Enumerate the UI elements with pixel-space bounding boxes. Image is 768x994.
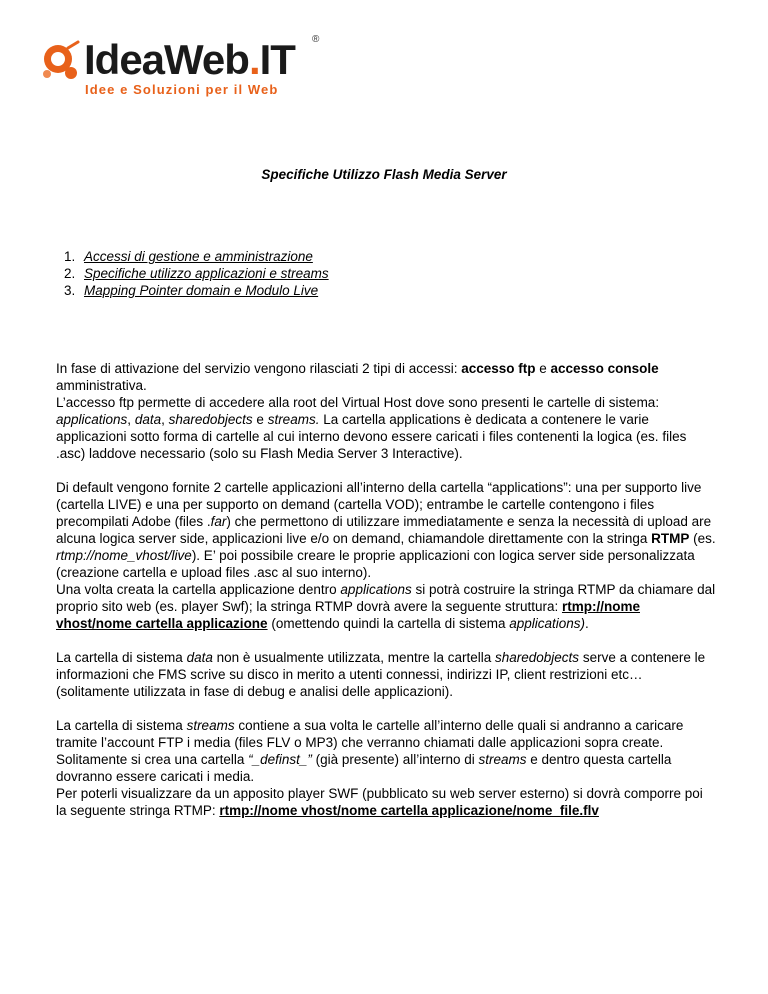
toc-item[interactable]: 2. Specifiche utilizzo applicazioni e streams [64,266,329,281]
toc-link[interactable]: Specifiche utilizzo applicazioni e streams [84,266,329,281]
toc-link[interactable]: Accessi di gestione e amministrazione [84,249,313,264]
paragraph-rtmp-structure: Una volta creata la cartella applicazione dentro applications si potrà costruire la stringa RTMP da chiamare dal proprio sito web (es. player Swf); la stringa RTMP dovrà avere la seguente struttura: rtmp://nome vhost/nome cartella applicazione (omettendo quindi la cartella di sistema applications). [56,582,716,631]
document-body [56,360,716,819]
paragraph-default-apps: Di default vengono fornite 2 cartelle applicazioni all’interno della cartella “applications”: una per supporto live (cartella LIVE) e una per supporto on demand (cartella VOD); entrambe le cartelle contengono i files precompilati Adobe (files .far) che permettono di utilizzare immediatamente e senza la necessità di upload are alcuna logica server side, applicazioni live e/o on demand, chiamandole direttamente con la stringa RTMP (es. rtmp://nome_vhost/live). E’ poi possibile creare le proprie applicazioni con logica server side personalizzata (creazione cartella e upload files .asc al suo interno). [56,480,716,580]
paragraph-streams: La cartella di sistema streams contiene a sua volta le cartelle all’interno delle quali si andranno a caricare tramite l’account FTP i media (files FLV o MP3) che verranno chiamati dalle applicazioni sopra create. Solitamente si crea una cartella “_definst_” (già presente) all’interno di streams e dentro questa cartella dovranno essere caricati i media. [56,718,684,784]
table-of-contents [64,248,329,299]
toc-link[interactable]: Mapping Pointer domain e Modulo Live [84,283,319,298]
logo-wordmark: IdeaWeb.IT [84,36,295,83]
rtmp-app-string: rtmp://nome vhost/nome cartella applicazione [56,599,640,631]
ideaweb-bulb-icon [38,40,82,82]
paragraph-accessi: In fase di attivazione del servizio vengono rilasciati 2 tipi di accessi: accesso ftp e accesso console amministrativa. [56,361,659,393]
toc-item[interactable]: 1. Accessi di gestione e amministrazione [64,249,313,264]
paragraph-player-swf: Per poterli visualizzare da un apposito player SWF (pubblicato su web server esterno) si dovrà comporre poi la seguente stringa RTMP: rtmp://nome vhost/nome cartella applicazione/nome_file.flv [56,786,703,818]
registered-mark: ® [312,34,320,45]
logo-tagline: Idee e Soluzioni per il Web [85,82,279,97]
toc-item[interactable]: 3. Mapping Pointer domain e Modulo Live [64,283,319,298]
rtmp-file-string: rtmp://nome vhost/nome cartella applicazione/nome_file.flv [219,803,599,818]
document-title: Specifiche Utilizzo Flash Media Server [261,167,507,182]
paragraph-ftp: L’accesso ftp permette di accedere alla root del Virtual Host dove sono presenti le cartelle di sistema: applications, data, sharedobjects e streams. La cartella applications è dedicata a contenere le varie applicazioni sotto forma di cartelle al cui interno devono essere caricati i files contenenti la logica (es. files .asc) laddove necessario (solo su Flash Media Server 3 Interactive). [56,395,687,461]
paragraph-data-sharedobjects: La cartella di sistema data non è usualmente utilizzata, mentre la cartella sharedobjects serve a contenere le informazioni che FMS scrive su disco in merito a utenti connessi, indirizzi IP, client restrizioni etc… (solitamente utilizzata in fase di debug e analisi delle applicazioni). [56,650,706,699]
ideaweb-logo [38,36,338,98]
